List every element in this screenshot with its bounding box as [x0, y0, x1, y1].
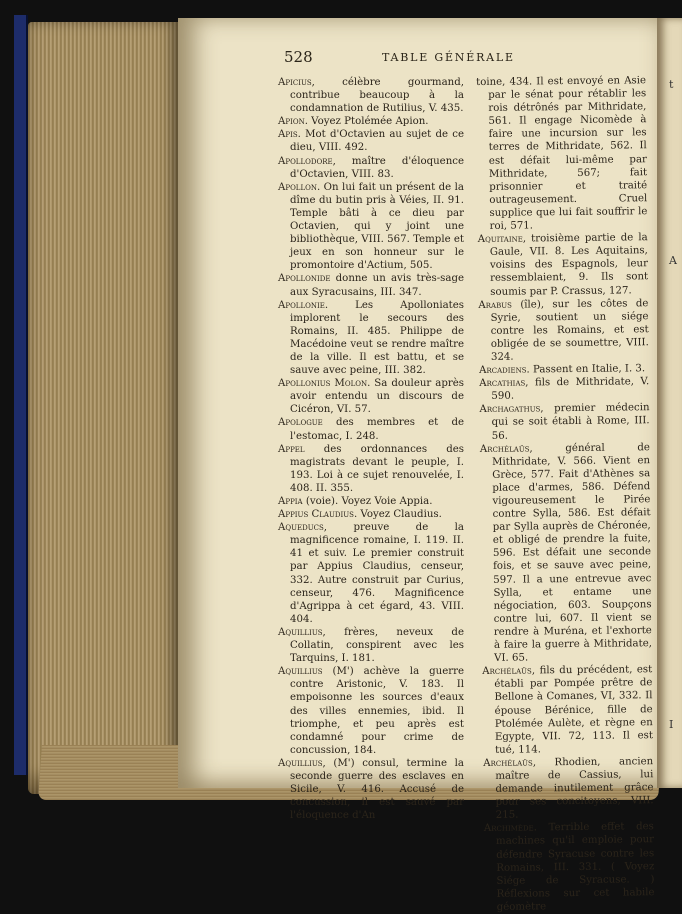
- book-fore-edge: [28, 22, 180, 794]
- index-entry: [480, 441, 652, 665]
- index-entry: [278, 521, 464, 626]
- index-entry: [482, 663, 653, 756]
- index-entry: [278, 443, 464, 495]
- entry-text: Voyez Ptolémée Apion.: [307, 116, 429, 128]
- entry-headword: Archimède.: [483, 822, 538, 835]
- page-number: 528: [284, 48, 313, 66]
- entry-text: (voie). Voyez Voie Appia.: [302, 496, 433, 507]
- entry-text: Passent en Italie, I. 3.: [529, 363, 646, 376]
- entry-text: Voyez Claudius.: [357, 509, 442, 521]
- entry-text: , troisième partie de la Gaule, VII. 8. Les Aquitains, voisins des Espagnols, leur ressemblaient, 9. Ils sont soumis par P. Crassus, 127.: [489, 232, 649, 298]
- entry-headword: Appia: [278, 496, 303, 507]
- book-page: [178, 18, 658, 913]
- entry-text: (île), sur les côtes de Syrie, soutient un siége contre les Romains, et est obligée de se soumettre, VIII. 324.: [490, 297, 649, 363]
- entry-headword: Aquillius: [278, 666, 323, 678]
- entry-text: , maître d'éloquence d'Octavien, VIII. 83.: [290, 155, 464, 180]
- index-entry: [278, 272, 464, 298]
- entry-headword: Aquillius: [278, 757, 323, 769]
- index-entry: [278, 626, 464, 665]
- entry-headword: Apologue: [278, 417, 323, 429]
- index-entry: [278, 181, 464, 273]
- entry-text: , célèbre gourmand, contribue beaucoup à la condamnation de Rutilius, V. 435.: [290, 77, 464, 115]
- index-entry: [476, 74, 648, 233]
- entry-headword: Apis.: [278, 129, 301, 141]
- entry-headword: Archélaüs: [479, 443, 530, 455]
- entry-headword: Appius Claudius.: [278, 509, 358, 521]
- entry-text: des ordonnances des magistrats devant le peuple, I. 193. Loi à ce sujet renouvelée, I. 408. II. 355.: [290, 443, 464, 494]
- entry-headword: Arcadiens.: [479, 364, 530, 377]
- entry-headword: Apollonie.: [278, 299, 329, 311]
- index-entry: [278, 115, 464, 128]
- index-entry: [278, 155, 464, 181]
- entry-text: , preuve de la magnificence romaine, I. 119. II. 41 et suiv. Le premier construit par Appius Claudius, censeur, 332. Autre construit par Curius, censeur, 476. Magnificence d'Agrippa à cet égard, 43. VIII. 404.: [290, 522, 464, 625]
- entry-headword: Archagathus: [479, 403, 541, 416]
- entry-text: , fils de Mithridate, V. 590.: [491, 376, 650, 403]
- running-title: TABLE GÉNÉRALE: [382, 51, 515, 64]
- index-entry: [478, 297, 649, 364]
- entry-headword: Apollon.: [278, 181, 321, 193]
- facing-page-mark: I: [669, 718, 674, 731]
- entry-text: , fils du précédent, est établi par Pompée prêtre de Bellone à Comanes, VI, 332. Il épouse Bérénice, fille de Ptolémée Aulète, et règne en Egypte, VII. 72, 113. Il est tué, 114.: [494, 664, 653, 756]
- entry-text: des membres et de l'estomac, I. 248.: [290, 417, 464, 442]
- entry-text: , premier médecin qui se soit établi à Rome, III. 56.: [491, 402, 650, 442]
- index-entry: [278, 299, 464, 378]
- entry-text: Mot d'Octavien au sujet de ce dieu, VIII. 492.: [290, 129, 464, 154]
- entry-text: donne un avis très-sage aux Syracusains, III. 347.: [290, 273, 464, 298]
- entry-text: On lui fait un présent de la dîme du butin pris à Véies, II. 91. Temple bâti à ce dieu par Octavien, qui y joint une bibliothèque, VIII. 567. Temple et jeux en son honneur sur le promontoire d'Actium, 505.: [290, 181, 464, 272]
- binding-edge: [14, 15, 28, 775]
- entry-headword: Aquitaine: [477, 233, 523, 246]
- right-column: [476, 74, 655, 914]
- left-column: [278, 76, 464, 822]
- index-entry: [483, 755, 654, 822]
- entry-text: , Rhodien, ancien maître de Cassius, lui demande inutilement grâce pour ses concitoyens, VIII. 215.: [495, 756, 654, 822]
- entry-headword: Appel: [278, 443, 305, 455]
- entry-headword: Archélaüs: [482, 665, 532, 678]
- index-entry: [278, 757, 464, 822]
- index-entry: [278, 76, 464, 115]
- entry-headword: Apicius: [278, 77, 312, 88]
- entry-headword: Apollodore: [278, 155, 333, 167]
- index-entry: [278, 377, 464, 416]
- entry-headword: Arabus: [478, 299, 512, 311]
- entry-headword: Apion.: [278, 116, 308, 128]
- facing-page-edge: [657, 18, 682, 788]
- index-entry: [479, 402, 649, 443]
- entry-text: , général de Mithridate, V. 566. Vient en Grèce, 577. Fait d'Athènes sa place d'armes, 586. Défend vigoureusement le Pirée contre Sylla, 586. Est défait par Sylla auprès de Chéronée, et obligé de prendre la fuite, 596. Est défait une seconde fois, et se sauve avec peine, 597. Il a une entrevue avec Sylla, et entame une négociation, 603. Soupçons contre lui, 607. Il vient se rendre à Muréna, et l'exhorte à faire la guerre à Mithridate, VI. 65.: [491, 441, 653, 664]
- entry-headword: Apollonide: [278, 273, 331, 285]
- facing-page-mark: A: [669, 254, 677, 267]
- index-entry: [278, 416, 464, 442]
- entry-headword: Archélaüs: [483, 757, 533, 769]
- index-entry: [278, 128, 464, 154]
- index-entry: [479, 375, 649, 403]
- entry-text: toine, 434. Il est envoyé en Asie par le sénat pour rétablir les rois détrônés par Mithridate, 561. Il engage Nicomède à faire une incursion sur les terres de Mithridate, 562. Il est défait lui-même par Mithridate, 567; fait prisonnier et traité outrageusement. Cruel supplice que lui fait souffrir le roi, 571.: [476, 75, 648, 232]
- entry-text: (M') achève la guerre contre Aristonic, V. 183. Il empoisonne les sources d'eaux des villes ennemies, ibid. Il triomphe, et peu après est condamné pour crime de concussion, 184.: [290, 666, 464, 756]
- entry-text: Terrible effet des machines qu'il emploie pour défendre Syracuse contre les Romains, III. 331. ( Voyez Siége de Syracuse. ) Réflexions sur cet habile géomètre: [495, 821, 655, 913]
- facing-page-mark: t: [669, 78, 674, 91]
- index-entry: [278, 495, 464, 508]
- entry-headword: Aquillius: [278, 626, 323, 638]
- entry-text: Les Apolloniates implorent le secours des Romains, II. 485. Philippe de Macédoine veut se rendre maître de la ville. Il est battu, et se sauve avec peine, III. 382.: [290, 299, 464, 377]
- entry-text: , (M') consul, termine la seconde guerre des esclaves en Sicile, V. 416. Accusé de concussion, il est sauvé par l'éloquence d'An: [290, 757, 464, 822]
- entry-headword: Arcathias: [479, 377, 526, 390]
- index-entry: [278, 508, 464, 521]
- index-entry: [278, 665, 464, 757]
- entry-text: , frères, neveux de Collatin, conspirent avec les Tarquins, I. 181.: [290, 626, 464, 665]
- entry-headword: Aqueducs: [278, 522, 324, 534]
- index-entry: [484, 821, 655, 914]
- index-entry: [478, 231, 649, 298]
- entry-text: Sa douleur après avoir entendu un discours de Cicéron, VI. 57.: [290, 378, 464, 416]
- entry-headword: Apollonius Molon.: [278, 378, 371, 390]
